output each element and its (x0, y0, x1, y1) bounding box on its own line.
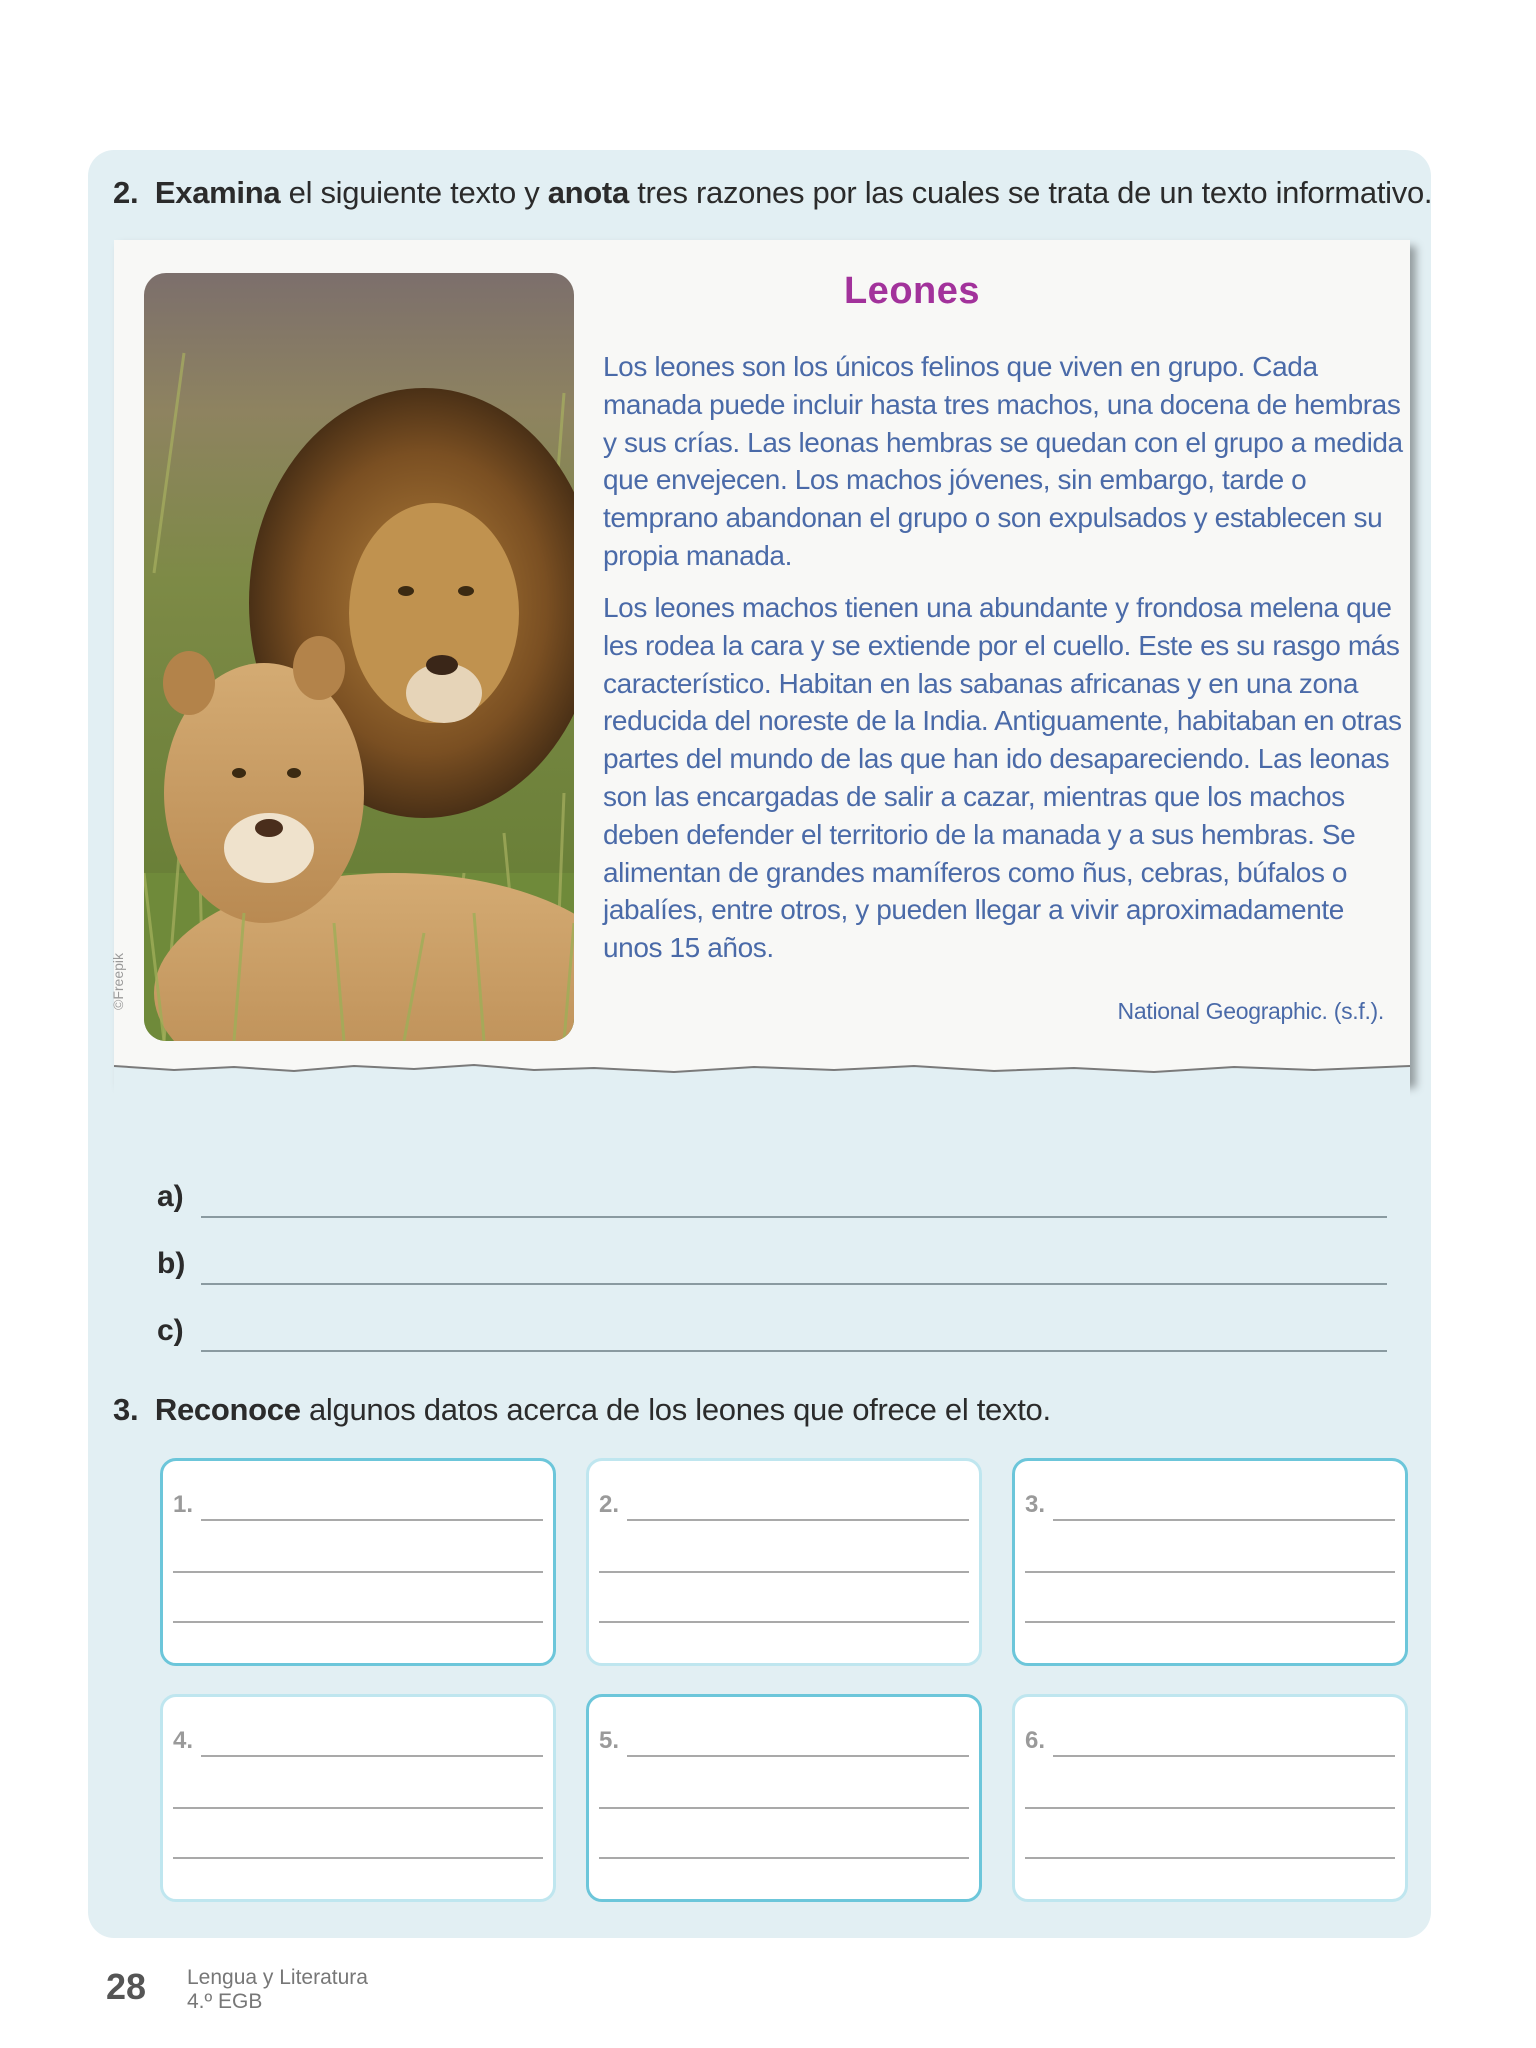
answer-label: a) (157, 1180, 184, 1213)
instruction-verb: anota (547, 175, 629, 210)
card-line[interactable] (599, 1571, 969, 1573)
card-number: 6. (1025, 1727, 1046, 1754)
card-number: 4. (173, 1727, 194, 1754)
card-line[interactable] (1025, 1571, 1395, 1573)
article-card (114, 240, 1410, 1082)
answer-row-b (157, 1247, 1387, 1287)
instruction-text: algunos datos acerca de los leones que ofrece el texto. (300, 1392, 1051, 1427)
card-line[interactable] (599, 1807, 969, 1809)
card-line[interactable] (173, 1621, 543, 1623)
fact-card-6[interactable] (1012, 1694, 1408, 1902)
card-line[interactable] (201, 1755, 543, 1757)
instruction-verb: Examina (154, 175, 281, 210)
card-line[interactable] (627, 1519, 969, 1521)
answer-label: b) (157, 1247, 186, 1280)
torn-edge (114, 1058, 1410, 1098)
card-number: 3. (1025, 1491, 1046, 1518)
answer-row-c (157, 1314, 1387, 1354)
card-line[interactable] (173, 1807, 543, 1809)
instruction-text: el siguiente texto y (280, 175, 548, 210)
card-line[interactable] (1025, 1857, 1395, 1859)
card-line[interactable] (1025, 1621, 1395, 1623)
card-line[interactable] (1053, 1519, 1395, 1521)
answer-line-c[interactable] (201, 1350, 1387, 1352)
question-3 (113, 1392, 1051, 1428)
question-2 (113, 175, 1432, 211)
fact-card-4[interactable] (160, 1694, 556, 1902)
fact-card-5[interactable] (586, 1694, 982, 1902)
lion-photo (144, 273, 574, 1041)
card-line[interactable] (173, 1857, 543, 1859)
answer-row-a (157, 1180, 1387, 1220)
answer-line-b[interactable] (201, 1283, 1387, 1285)
page-number: 28 (106, 1966, 147, 2007)
card-number: 2. (599, 1491, 620, 1518)
answer-label: c) (157, 1314, 184, 1347)
fact-card-2[interactable] (586, 1458, 982, 1666)
question-number: 3. (113, 1392, 139, 1427)
fact-card-1[interactable] (160, 1458, 556, 1666)
article-source: National Geographic. (s.f.). (1117, 998, 1384, 1024)
card-line[interactable] (173, 1571, 543, 1573)
card-line[interactable] (599, 1857, 969, 1859)
card-line[interactable] (599, 1621, 969, 1623)
fact-card-3[interactable] (1012, 1458, 1408, 1666)
article-title: Leones (843, 270, 981, 312)
footer-subject: Lengua y Literatura (187, 1966, 368, 1989)
instruction-text: tres razones por las cuales se trata de un texto informativo. (628, 175, 1433, 210)
card-line[interactable] (627, 1755, 969, 1757)
card-line[interactable] (1025, 1807, 1395, 1809)
answer-line-a[interactable] (201, 1216, 1387, 1218)
photo-credit: ©Freepik (110, 953, 126, 1010)
card-number: 5. (599, 1727, 620, 1754)
article-paragraph-1: Los leones son los únicos felinos que viven en grupo. Cada manada puede incluir hasta tres machos, una docena de hembras y sus crías. Las leonas hembras se quedan con el grupo a medida que envejecen. Los machos jóvenes, sin embargo, tarde o temprano abandonan el grupo o son expulsados y establecen su propia manada. (603, 351, 1403, 571)
question-number: 2. (113, 175, 139, 210)
article-paragraph-2: Los leones machos tienen una abundante y frondosa melena que les rodea la cara y se extiende por el cuello. Este es su rasgo más característico. Habitan en las sabanas africanas y en una zona reducida del noreste de la India. Antiguamente, habitaban en otras partes del mundo de las que han ido desapareciendo. Las leonas son las encargadas de salir a cazar, mientras que los machos deben defender el territorio de la manada y a sus hembras. Se alimentan de grandes mamíferos como ñus, cebras, búfalos o jabalíes, entre otros, y pueden llegar a vivir aproximadamente unos 15 años. (603, 592, 1402, 964)
footer-grade: 4.º EGB (187, 1990, 263, 2013)
card-line[interactable] (1053, 1755, 1395, 1757)
instruction-verb: Reconoce (154, 1392, 301, 1427)
card-number: 1. (173, 1491, 194, 1518)
card-line[interactable] (201, 1519, 543, 1521)
